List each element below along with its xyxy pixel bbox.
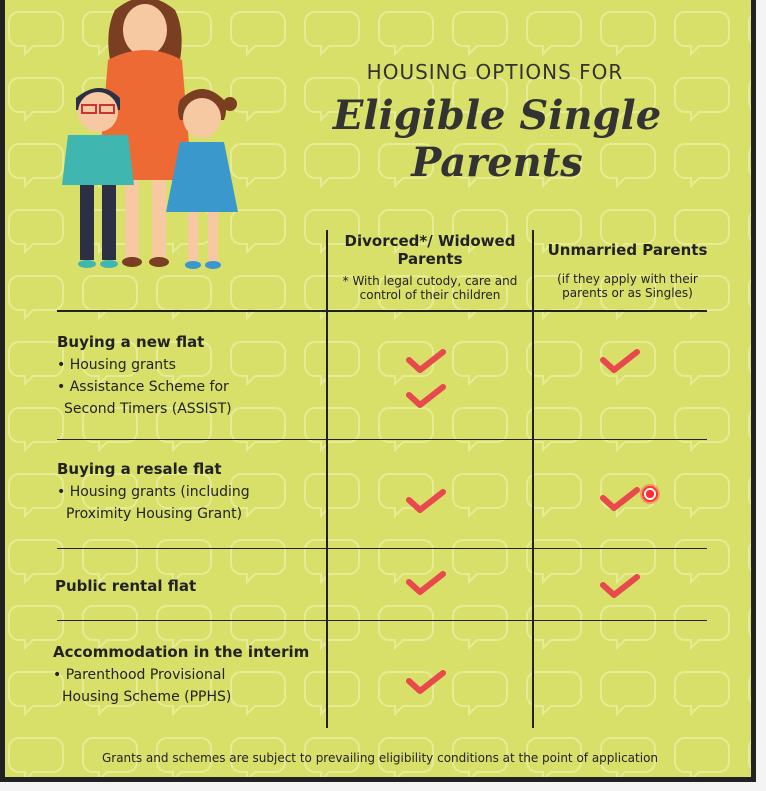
row-item: Housing Scheme (PPHS)	[62, 689, 232, 705]
column-note: (if they apply with their parents or as Singles)	[557, 272, 698, 300]
footnote: Grants and schemes are subject to prevailing eligibility conditions at the point of application	[101, 751, 659, 765]
row-title-rental-flat: Public rental flat	[55, 577, 197, 595]
column-header-divorced	[334, 232, 526, 302]
check-icon	[406, 383, 446, 411]
row-item: • Parenthood Provisional	[53, 667, 226, 683]
divider	[532, 230, 534, 728]
column-header-unmarried	[540, 241, 715, 300]
divider	[57, 620, 707, 621]
divider	[57, 310, 707, 312]
frame-border	[0, 0, 5, 791]
check-icon	[406, 488, 446, 516]
row-title-new-flat: Buying a new flat	[57, 333, 205, 351]
family-illustration	[40, 0, 250, 275]
column-note: * With legal cutody, care and control of their children	[342, 274, 518, 302]
check-icon	[406, 669, 446, 697]
divider	[57, 439, 707, 440]
divider	[57, 548, 707, 549]
title-line1: HOUSING OPTIONS FOR	[366, 60, 624, 84]
row-item: • Housing grants (including	[57, 484, 250, 500]
row-item: • Assistance Scheme for	[57, 379, 229, 395]
row-title-resale-flat: Buying a resale flat	[57, 460, 222, 478]
outer-margin	[756, 0, 766, 791]
divider	[326, 230, 328, 728]
check-icon	[600, 348, 640, 376]
check-icon	[406, 348, 446, 376]
row-item: • Housing grants	[57, 357, 176, 373]
title-line2: Eligible Single Parents	[332, 92, 662, 186]
column-title: Unmarried Parents	[547, 241, 708, 259]
check-icon	[406, 570, 446, 598]
check-icon	[600, 573, 640, 601]
outer-margin	[0, 782, 766, 791]
row-item: Second Timers (ASSIST)	[64, 401, 232, 417]
row-item: Proximity Housing Grant)	[66, 506, 243, 522]
row-title-interim: Accommodation in the interim	[53, 643, 310, 661]
column-title: Divorced*/ Widowed Parents	[344, 232, 516, 268]
check-icon	[600, 486, 640, 514]
cursor-indicator	[640, 484, 660, 504]
